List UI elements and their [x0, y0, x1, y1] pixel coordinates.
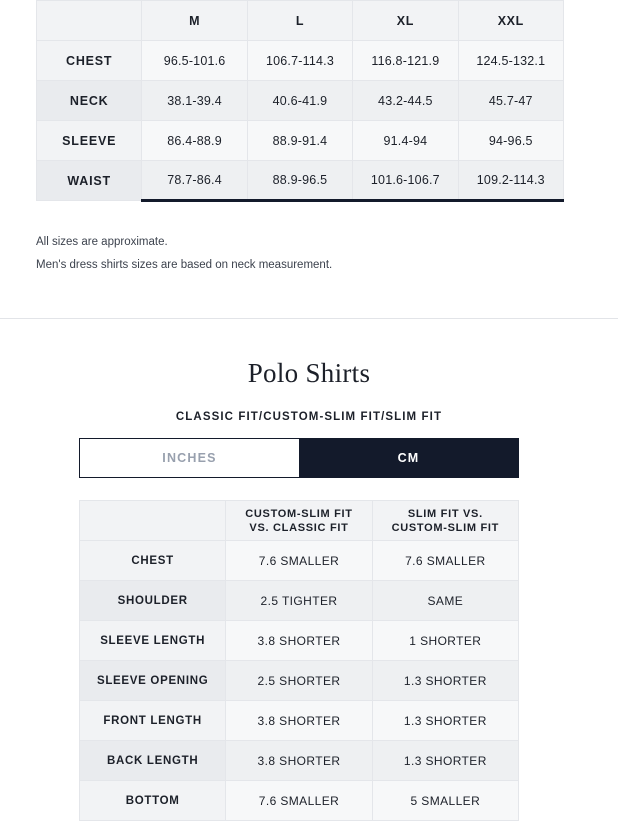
fit-col-custom-slim-vs-classic — [226, 501, 372, 541]
fit-comparison-head — [80, 501, 519, 541]
size-cell-waist-xxl: 109.2-114.3 — [458, 161, 563, 201]
table-row — [80, 701, 519, 741]
size-cell-neck-m: 38.1-39.4 — [142, 81, 247, 121]
fit-row-label-chest: CHEST — [80, 541, 226, 581]
fit-cell-shoulder-b: SAME — [372, 581, 518, 621]
table-row — [37, 121, 564, 161]
fit-comparison-body — [80, 541, 519, 821]
size-table-col-xl: XL — [353, 1, 458, 41]
size-cell-chest-l: 106.7-114.3 — [247, 41, 352, 81]
table-row — [80, 741, 519, 781]
page-title: Polo Shirts — [247, 358, 371, 388]
size-table-col-l: L — [247, 1, 352, 41]
table-row — [80, 541, 519, 581]
size-row-label-waist: WAIST — [37, 161, 142, 201]
fit-cell-front-length-b: 1.3 SHORTER — [372, 701, 518, 741]
size-cell-waist-xl: 101.6-106.7 — [353, 161, 458, 201]
size-row-label-chest: CHEST — [37, 41, 142, 81]
fit-cell-chest-b: 7.6 SMALLER — [372, 541, 518, 581]
section-divider — [0, 318, 618, 319]
fit-cell-front-length-a: 3.8 SHORTER — [226, 701, 372, 741]
size-table-col-xxl: XXL — [458, 1, 563, 41]
size-table-container — [36, 0, 564, 202]
fit-row-label-sleeve-opening: SLEEVE OPENING — [80, 661, 226, 701]
size-table-body — [37, 41, 564, 201]
size-table — [36, 0, 564, 202]
size-cell-neck-xxl: 45.7-47 — [458, 81, 563, 121]
unit-toggle[interactable] — [79, 438, 519, 478]
fit-row-label-shoulder: SHOULDER — [80, 581, 226, 621]
fit-table-corner-cell — [80, 501, 226, 541]
size-cell-chest-m: 96.5-101.6 — [142, 41, 247, 81]
fit-col-slim-vs-custom-slim — [372, 501, 518, 541]
fit-comparison-container — [79, 500, 519, 821]
fit-comparison-header-row — [80, 501, 519, 541]
fit-cell-back-length-b: 1.3 SHORTER — [372, 741, 518, 781]
table-row — [80, 781, 519, 821]
table-row — [37, 81, 564, 121]
size-cell-neck-l: 40.6-41.9 — [247, 81, 352, 121]
fit-col-line-2: CUSTOM-SLIM FIT — [391, 521, 500, 534]
fit-row-label-bottom: BOTTOM — [80, 781, 226, 821]
size-row-label-neck: NECK — [37, 81, 142, 121]
size-cell-chest-xxl: 124.5-132.1 — [458, 41, 563, 81]
size-table-head — [37, 1, 564, 41]
size-row-label-sleeve: SLEEVE — [37, 121, 142, 161]
size-cell-sleeve-xxl: 94-96.5 — [458, 121, 563, 161]
fit-cell-sleeve-length-a: 3.8 SHORTER — [226, 621, 372, 661]
page-subtitle: CLASSIC FIT/CUSTOM-SLIM FIT/SLIM FIT — [175, 411, 443, 423]
size-cell-chest-xl: 116.8-121.9 — [353, 41, 458, 81]
size-cell-sleeve-m: 86.4-88.9 — [142, 121, 247, 161]
table-row — [37, 161, 564, 201]
size-notes — [36, 232, 576, 278]
unit-option-inches[interactable]: INCHES — [80, 439, 299, 477]
fit-row-label-back-length: BACK LENGTH — [80, 741, 226, 781]
fit-cell-sleeve-length-b: 1 SHORTER — [372, 621, 518, 661]
size-cell-waist-m: 78.7-86.4 — [142, 161, 247, 201]
fit-cell-bottom-b: 5 SMALLER — [372, 781, 518, 821]
fit-comparison-table — [79, 500, 519, 821]
fit-cell-sleeve-opening-b: 1.3 SHORTER — [372, 661, 518, 701]
fit-cell-bottom-a: 7.6 SMALLER — [226, 781, 372, 821]
fit-cell-sleeve-opening-a: 2.5 SHORTER — [226, 661, 372, 701]
table-row — [80, 581, 519, 621]
fit-row-label-front-length: FRONT LENGTH — [80, 701, 226, 741]
fit-cell-chest-a: 7.6 SMALLER — [226, 541, 372, 581]
size-table-corner-cell — [37, 1, 142, 41]
size-note-1: All sizes are approximate. — [36, 236, 168, 248]
fit-cell-back-length-a: 3.8 SHORTER — [226, 741, 372, 781]
unit-option-cm[interactable]: CM — [299, 439, 518, 477]
table-row — [80, 621, 519, 661]
fit-col-line-2: VS. CLASSIC FIT — [249, 521, 349, 534]
table-row — [37, 41, 564, 81]
fit-row-label-sleeve-length: SLEEVE LENGTH — [80, 621, 226, 661]
size-cell-sleeve-xl: 91.4-94 — [353, 121, 458, 161]
size-table-col-m: M — [142, 1, 247, 41]
table-row — [80, 661, 519, 701]
size-cell-waist-l: 88.9-96.5 — [247, 161, 352, 201]
size-table-header-row — [37, 1, 564, 41]
size-note-2: Men's dress shirts sizes are based on neck measurement. — [36, 259, 333, 271]
size-cell-sleeve-l: 88.9-91.4 — [247, 121, 352, 161]
size-cell-neck-xl: 43.2-44.5 — [353, 81, 458, 121]
fit-cell-shoulder-a: 2.5 TIGHTER — [226, 581, 372, 621]
fit-col-line-1: CUSTOM-SLIM FIT — [245, 507, 353, 520]
fit-col-line-1: SLIM FIT VS. — [407, 507, 483, 520]
